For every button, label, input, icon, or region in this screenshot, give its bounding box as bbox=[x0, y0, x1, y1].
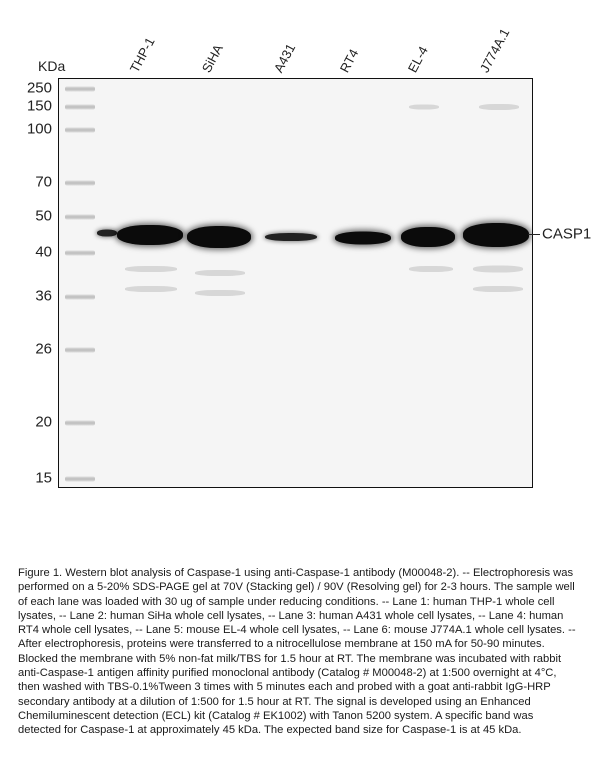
marker-70: 70 bbox=[35, 173, 52, 191]
lane-label-2: SiHA bbox=[198, 41, 226, 75]
ladder-band bbox=[65, 87, 95, 92]
faint-band bbox=[409, 266, 453, 272]
marker-50: 50 bbox=[35, 207, 52, 225]
marker-150: 150 bbox=[26, 97, 52, 115]
marker-36: 36 bbox=[35, 287, 52, 305]
faint-band bbox=[473, 286, 523, 292]
ladder-band bbox=[65, 105, 95, 110]
ladder-band bbox=[65, 421, 95, 426]
band-lane-3 bbox=[265, 233, 317, 241]
band-ladder-edge bbox=[97, 230, 117, 237]
ladder-band bbox=[65, 348, 95, 353]
faint-band bbox=[473, 266, 523, 273]
band-lane-4 bbox=[335, 232, 391, 245]
ladder-band bbox=[65, 215, 95, 220]
band-lane-6 bbox=[463, 223, 529, 247]
ladder-band bbox=[65, 251, 95, 256]
faint-band bbox=[125, 266, 177, 272]
figure-caption: Figure 1. Western blot analysis of Caspase-1 using anti-Caspase-1 antibody (M00048-2). -- Electrophoresis was performed on a 5-20% SDS-PAGE gel at 70V (Stacking gel) / 90V (Resolving gel) for 2-3 hours. The sample well of each lane was loaded with 30 ug of sample under reducing conditions. -- Lane 1: human THP-1 whole cell lysates, -- Lane 2: human SiHa whole cell lysates, -- Lane 3: human A431 whole cell lysates, -- Lane 4: human RT4 whole cell lysates, -- Lane 5: mouse EL-4 whole cell lysates, -- Lane 6: mouse J774A.1 whole cell lysates. -- After electrophoresis, proteins were transferred to a nitrocellulose membrane at 150 mA for 50-90 minutes. Blocked the membrane with 5% non-fat milk/TBS for 1.5 hour at RT. The membrane was incubated with rabbit anti-Caspase-1 antigen affinity purified monoclonal antibody (Catalog # M00048-2) at 1:500 overnight at 4°C, then washed with TBS-0.1%Tween 3 times with 5 minutes each and probed with a goat anti-rabbit IgG-HRP secondary antibody at a dilution of 1:500 for 1.5 hour at RT. The signal is developed using an Enhanced Chemiluminescent detection (ECL) kit (Catalog # EK1002) with Tanon 5200 system. A specific band was detected for Caspase-1 at approximately 45 kDa. The expected band size for Caspase-1 is at 45 kDa. bbox=[18, 567, 576, 737]
marker-26: 26 bbox=[35, 340, 52, 358]
faint-band bbox=[195, 290, 245, 296]
lane-label-1: THP-1 bbox=[126, 34, 158, 75]
band-lane-2 bbox=[187, 226, 251, 248]
faint-band bbox=[195, 270, 245, 276]
faint-band bbox=[409, 105, 439, 110]
marker-100: 100 bbox=[26, 120, 52, 138]
blot-membrane bbox=[58, 78, 533, 488]
band-label: CASP1 bbox=[542, 225, 592, 243]
marker-20: 20 bbox=[35, 413, 52, 431]
lane-label-4: RT4 bbox=[336, 46, 362, 75]
lane-label-6: J774A.1 bbox=[476, 25, 513, 75]
marker-40: 40 bbox=[35, 243, 52, 261]
ladder-band bbox=[65, 128, 95, 133]
faint-band bbox=[479, 104, 519, 110]
ladder-band bbox=[65, 477, 95, 482]
band-pointer-line bbox=[528, 234, 540, 235]
kda-axis-label: KDa bbox=[38, 58, 66, 74]
band-lane-5 bbox=[401, 227, 455, 247]
faint-band bbox=[125, 286, 177, 292]
marker-15: 15 bbox=[35, 469, 52, 487]
lane-label-5: EL-4 bbox=[404, 43, 431, 75]
ladder-band bbox=[65, 295, 95, 300]
marker-250: 250 bbox=[26, 79, 52, 97]
ladder-band bbox=[65, 181, 95, 186]
band-lane-1 bbox=[117, 225, 183, 245]
lane-label-3: A431 bbox=[270, 41, 299, 75]
